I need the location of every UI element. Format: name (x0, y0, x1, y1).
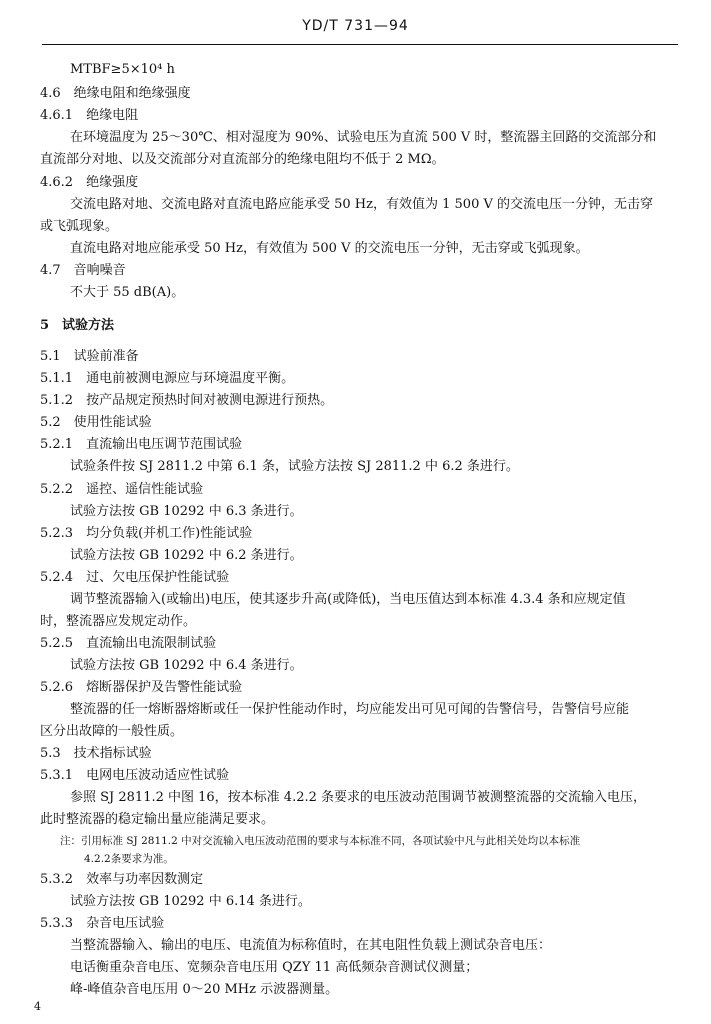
text-line: 试验方法按 GB 10292 中 6.14 条进行。 (70, 894, 311, 909)
text-line: 参照 SJ 2811.2 中图 16，按本标准 4.2.2 条要求的电压波动范围调节被测整流器的交流输入电压， (70, 790, 647, 805)
text-line: 电话衡重杂音电压、宽频杂音电压用 QZY 11 高低频杂音测试仪测量； (70, 960, 479, 975)
header-rule (42, 44, 678, 45)
section-heading: 5.3 技术指标试验 (40, 746, 152, 761)
section-heading: 5.2 使用性能试验 (40, 415, 152, 430)
section-heading: 4.7 音响噪音 (40, 263, 126, 278)
text-line: 试验条件按 SJ 2811.2 中第 6.1 条，试验方法按 SJ 2811.2 中 6.2 条进行。 (70, 459, 519, 474)
text-line: 此时整流器的稳定输出量应能满足要求。 (40, 812, 275, 827)
text-line: 时，整流器应发规定动作。 (40, 614, 197, 629)
section-heading: 4.6.1 绝缘电阻 (40, 108, 139, 123)
text-line: 区分出故障的一般性质。 (40, 724, 184, 739)
section-heading: 5.1.2 按产品规定预热时间对被测电源进行预热。 (40, 393, 334, 408)
text-line: 试验方法按 GB 10292 中 6.3 条进行。 (70, 504, 303, 519)
text-line: 直流电路对地应能承受 50 Hz，有效值为 500 V 的交流电压一分钟，无击穿或飞弧现象。 (70, 241, 589, 256)
section-heading: 5.2.2 遥控、遥信性能试验 (40, 482, 204, 497)
text-line: 或飞弧现象。 (40, 219, 119, 234)
section-heading: 5.2.6 熔断器保护及告警性能试验 (40, 680, 243, 695)
text-line: 不大于 55 dB(A)。 (70, 285, 185, 300)
text-line: 在环境温度为 25～30℃、相对湿度为 90%、试验电压为直流 500 V 时，整流器主回路的交流部分和 (70, 130, 657, 145)
text-line: MTBF≥5×10⁴ h (70, 62, 175, 77)
section-heading: 5.1.1 通电前被测电源应与环境温度平衡。 (40, 371, 295, 386)
section-heading: 4.6 绝缘电阻和绝缘强度 (40, 86, 191, 101)
section-heading: 5.3.2 效率与功率因数测定 (40, 872, 204, 887)
page-number: 4 (34, 1000, 41, 1013)
text-line: 交流电路对地、交流电路对直流电路应能承受 50 Hz，有效值为 1 500 V 的交流电压一分钟，无击穿 (70, 197, 653, 212)
text-line: 试验方法按 GB 10292 中 6.4 条进行。 (70, 658, 303, 673)
text-line: 整流器的任一熔断器熔断或任一保护性能动作时，均应能发出可见可闻的告警信号，告警信号应能 (70, 702, 630, 717)
document-code-header: YD/T 731—94 (302, 18, 409, 34)
text-line: 调节整流器输入(或输出)电压，使其逐步升高(或降低)，当电压值达到本标准 4.3.4 条和应规定值 (70, 592, 626, 607)
section-heading: 4.6.2 绝缘强度 (40, 175, 139, 190)
text-line: 试验方法按 GB 10292 中 6.2 条进行。 (70, 548, 303, 563)
section-heading: 5.2.3 均分负载(并机工作)性能试验 (40, 526, 253, 541)
chapter-heading: 5 试验方法 (40, 318, 115, 333)
note-line: 注：引用标准 SJ 2811.2 中对交流输入电压波动范围的要求与本标准不同，各项试验中凡与此相关处均以本标准 (60, 835, 581, 847)
section-heading: 5.3.3 杂音电压试验 (40, 916, 165, 931)
section-heading: 5.2.1 直流输出电压调节范围试验 (40, 437, 243, 452)
section-heading: 5.3.1 电网电压波动适应性试验 (40, 768, 230, 783)
section-heading: 5.2.5 直流输出电流限制试验 (40, 636, 217, 651)
section-heading: 5.2.4 过、欠电压保护性能试验 (40, 570, 230, 585)
note-line: 4.2.2条要求为准。 (84, 853, 174, 865)
text-line: 直流部分对地、以及交流部分对直流部分的绝缘电阻均不低于 2 MΩ。 (40, 152, 445, 167)
text-line: 峰-峰值杂音电压用 0～20 MHz 示波器测量。 (70, 982, 339, 997)
text-line: 当整流器输入、输出的电压、电流值为标称值时，在其电阻性负载上测试杂音电压： (70, 938, 552, 953)
section-heading: 5.1 试验前准备 (40, 349, 139, 364)
